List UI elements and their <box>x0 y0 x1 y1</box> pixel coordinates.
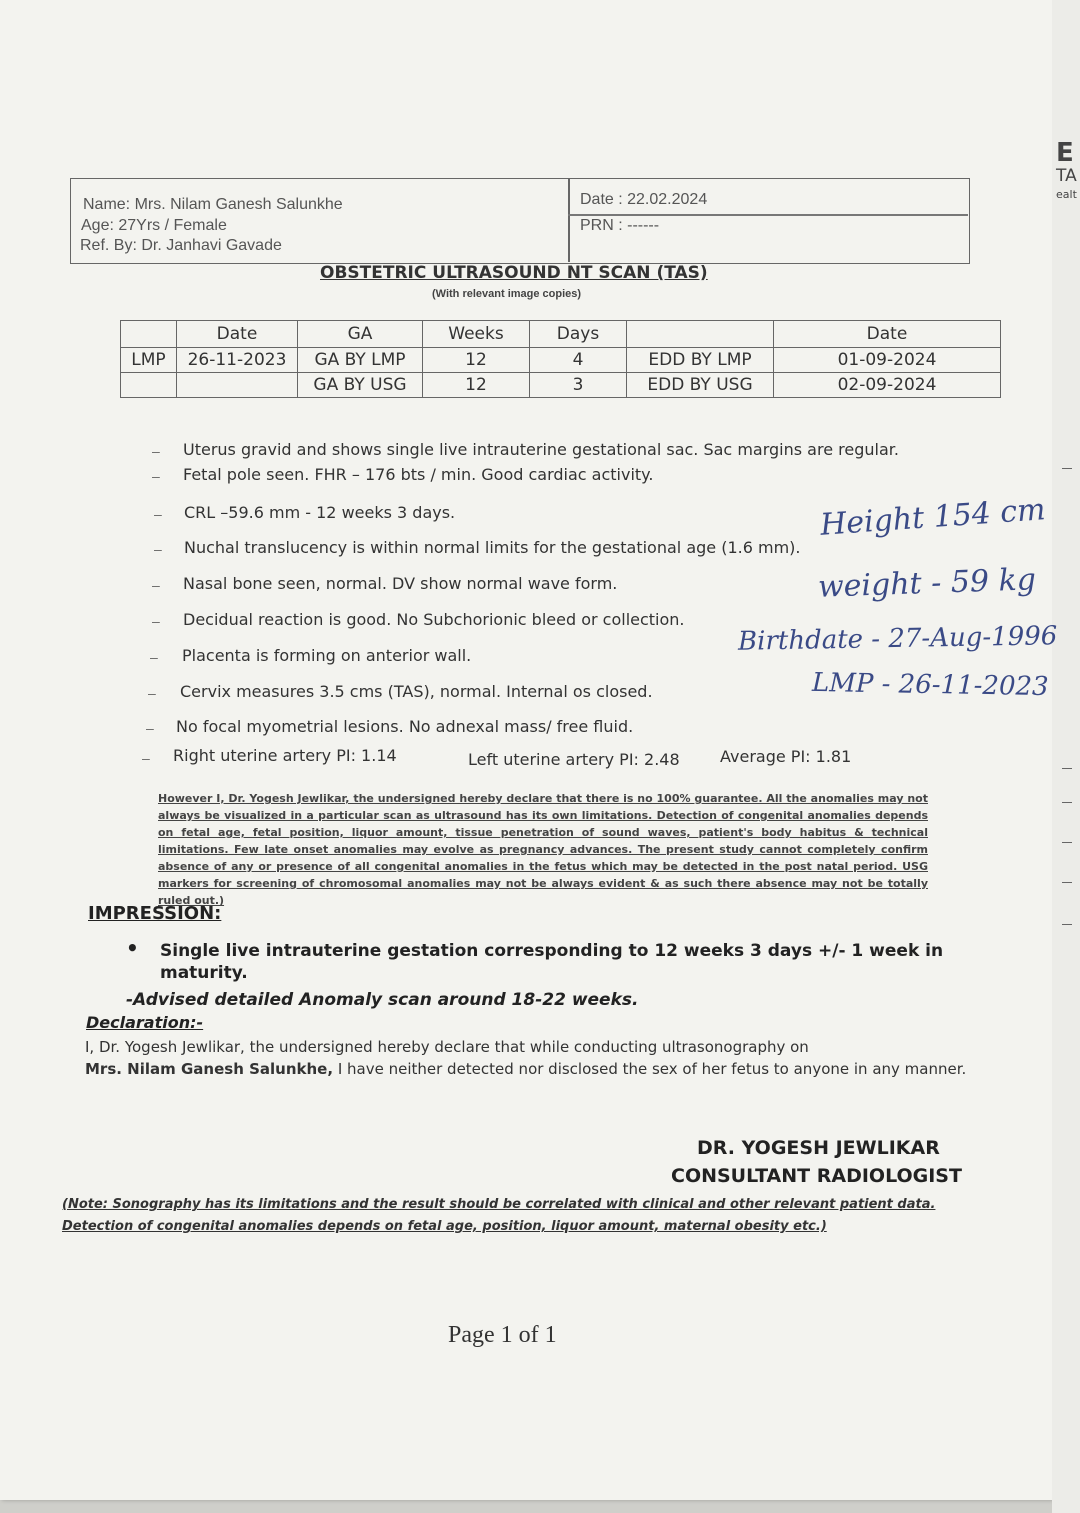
average-pi: Average PI: 1.81 <box>720 747 852 766</box>
table-header-cell: Date <box>774 321 1001 348</box>
patient-name: Name: Mrs. Nilam Ganesh Salunkhe <box>83 196 343 213</box>
edge-letter-e: E <box>1056 138 1074 168</box>
table-cell: 02-09-2024 <box>774 373 1001 398</box>
bullet-dot: • <box>126 936 139 960</box>
page-number: Page 1 of 1 <box>448 1322 557 1348</box>
finding-item: Decidual reaction is good. No Subchorionic bleed or collection. <box>183 610 685 629</box>
edge-dash <box>1062 468 1072 469</box>
background-page-edge <box>1052 0 1080 1513</box>
referred-by: Ref. By: Dr. Janhavi Gavade <box>80 237 282 254</box>
header-divider <box>568 178 570 262</box>
handwritten-weight: weight - 59 kg <box>817 562 1037 605</box>
table-header-row <box>121 321 1001 348</box>
finding-item: Fetal pole seen. FHR – 176 bts / min. Good cardiac activity. <box>183 465 654 484</box>
dash-bullet: – <box>152 443 160 459</box>
table-cell: GA BY LMP <box>298 348 423 373</box>
table-cell <box>121 373 177 398</box>
gestational-age-table <box>120 320 1001 398</box>
table-cell: 12 <box>423 348 530 373</box>
header-hline <box>568 214 968 216</box>
table-header-cell <box>627 321 774 348</box>
declaration-heading: Declaration:- <box>86 1013 204 1032</box>
finding-item: Uterus gravid and shows single live intrauterine gestational sac. Sac margins are regular. <box>183 440 899 459</box>
declaration-line-2 <box>85 1060 966 1078</box>
edge-dash <box>1062 882 1072 883</box>
table-header-cell: GA <box>298 321 423 348</box>
declaration-line-1: I, Dr. Yogesh Jewlikar, the undersigned hereby declare that while conducting ultrasonography on <box>85 1038 809 1056</box>
impression-heading: IMPRESSION: <box>88 903 222 924</box>
finding-item: Cervix measures 3.5 cms (TAS), normal. Internal os closed. <box>180 682 653 701</box>
right-uterine-artery-pi: Right uterine artery PI: 1.14 <box>173 746 397 765</box>
edge-letters-healt: ealt <box>1056 188 1077 201</box>
table-cell: 26-11-2023 <box>177 348 298 373</box>
dash-bullet: – <box>148 685 156 701</box>
dash-bullet: – <box>142 750 150 766</box>
handwritten-birthdate: Birthdate - 27-Aug-1996 <box>737 621 1058 657</box>
table-cell: EDD BY USG <box>627 373 774 398</box>
patient-age: Age: 27Yrs / Female <box>81 217 227 234</box>
impression-line-2: maturity. <box>160 963 248 983</box>
report-date: Date : 22.02.2024 <box>580 191 708 208</box>
table-cell: 4 <box>530 348 627 373</box>
table-header-cell: Weeks <box>423 321 530 348</box>
impression-line-1: Single live intrauterine gestation corresponding to 12 weeks 3 days +/- 1 week in <box>160 941 944 961</box>
edge-letters-ta: TA <box>1056 166 1077 186</box>
table-row <box>121 373 1001 398</box>
radiologist-disclaimer: However I, Dr. Yogesh Jewlikar, the undersigned hereby declare that there is no 100% guarantee. All the anomalies may not always be visualized in a particular scan as ultrasound has its own limitations. Detection of congenital anomalies depends on fetal age, fetal position, liquor amount, tissue penetration of sound waves, patient's body habitus & technical limitations. Few late onset anomalies may evolve as pregnancy advances. The present study cannot completely confirm absence of any or presence of all congenital anomalies in the fetus which may be detected in the post natal period. USG markers for screening of chromosomal anomalies may not be always evident & as such there absence may not be totally ruled out.) <box>158 792 928 907</box>
table-cell: 12 <box>423 373 530 398</box>
dash-bullet: – <box>152 577 160 593</box>
dash-bullet: – <box>154 541 162 557</box>
table-cell: LMP <box>121 348 177 373</box>
dash-bullet: – <box>152 613 160 629</box>
radiologist-name: DR. YOGESH JEWLIKAR <box>697 1137 940 1159</box>
dash-bullet: – <box>154 506 162 522</box>
finding-item: Nuchal translucency is within normal limits for the gestational age (1.6 mm). <box>184 538 801 557</box>
handwritten-height: Height 154 cm <box>819 492 1047 543</box>
edge-dash <box>1062 768 1072 769</box>
table-row <box>121 348 1001 373</box>
advice-text: -Advised detailed Anomaly scan around 18-22 weeks. <box>126 990 639 1010</box>
left-uterine-artery-pi: Left uterine artery PI: 2.48 <box>468 750 680 769</box>
finding-item: CRL –59.6 mm - 12 weeks 3 days. <box>184 503 456 522</box>
report-title: OBSTETRIC ULTRASOUND NT SCAN (TAS) <box>320 263 708 283</box>
table-cell <box>177 373 298 398</box>
dash-bullet: – <box>152 468 160 484</box>
finding-item: Placenta is forming on anterior wall. <box>182 646 472 665</box>
finding-item: No focal myometrial lesions. No adnexal mass/ free fluid. <box>176 717 634 736</box>
declaration-patient-name: Mrs. Nilam Ganesh Salunkhe, <box>85 1060 334 1078</box>
table-header-cell <box>121 321 177 348</box>
table-cell: 01-09-2024 <box>774 348 1001 373</box>
radiologist-designation: CONSULTANT RADIOLOGIST <box>671 1165 962 1187</box>
sonography-note: (Note: Sonography has its limitations and the result should be correlated with clinical and other relevant patient data. Detection of congenital anomalies depends on fetal age, position, liquor amount, maternal obesity etc.) <box>62 1197 936 1234</box>
prn-number: PRN : ------ <box>580 217 660 234</box>
declaration-line-2-rest: I have neither detected nor disclosed the sex of her fetus to anyone in any manner. <box>333 1060 967 1078</box>
edge-dash <box>1062 924 1072 925</box>
dash-bullet: – <box>146 720 154 736</box>
table-cell: GA BY USG <box>298 373 423 398</box>
dash-bullet: – <box>150 649 158 665</box>
table-header-cell: Days <box>530 321 627 348</box>
handwritten-lmp: LMP - 26-11-2023 <box>811 667 1049 703</box>
table-cell: 3 <box>530 373 627 398</box>
table-header-cell: Date <box>177 321 298 348</box>
edge-dash <box>1062 842 1072 843</box>
report-subtitle: (With relevant image copies) <box>432 288 582 300</box>
finding-item: Nasal bone seen, normal. DV show normal wave form. <box>183 574 618 593</box>
edge-dash <box>1062 802 1072 803</box>
table-cell: EDD BY LMP <box>627 348 774 373</box>
